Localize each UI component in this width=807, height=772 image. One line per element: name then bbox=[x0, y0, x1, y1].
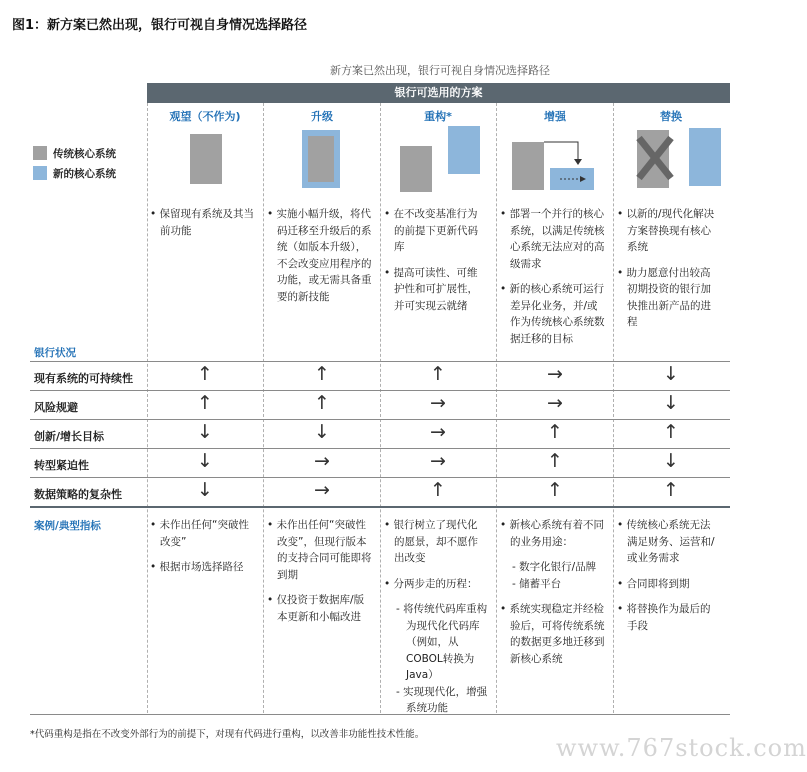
trend-arrow: ↑ bbox=[197, 392, 213, 414]
case-bullet: • 将替换作为最后的手段 bbox=[617, 601, 721, 634]
new-system-swatch bbox=[33, 166, 47, 180]
case-list-watch bbox=[150, 517, 256, 585]
option-description-replace bbox=[617, 206, 721, 340]
trend-arrow: ↓ bbox=[197, 479, 213, 501]
new-system-block bbox=[448, 126, 480, 174]
legacy-only-icon bbox=[190, 134, 222, 184]
option-description-enhance bbox=[500, 206, 605, 356]
case-bullet: • 根据市场选择路径 bbox=[150, 559, 256, 576]
trend-arrow: ↑ bbox=[547, 450, 563, 472]
trend-arrow: ↑ bbox=[314, 392, 330, 414]
arrow-connector bbox=[544, 142, 578, 160]
new-system-block bbox=[689, 128, 721, 186]
trend-arrow: → bbox=[430, 392, 446, 414]
description-bullet: • 在不改变基准行为的前提下更新代码库 bbox=[384, 206, 488, 256]
trend-arrow: ↓ bbox=[663, 450, 679, 472]
case-sub-bullet: - 实现现代化，增强系统功能 bbox=[384, 684, 488, 717]
factor-label: 创新/增长目标 bbox=[34, 430, 105, 443]
case-sub-bullet: - 数字化银行/品牌 bbox=[500, 559, 605, 576]
replace-icon bbox=[633, 126, 725, 190]
trend-arrow: → bbox=[314, 479, 330, 501]
trend-arrow: ↑ bbox=[197, 363, 213, 385]
description-bullet: • 提高可读性、可维护性和可扩展性，并可实现云就绪 bbox=[384, 265, 488, 315]
case-sub-bullet: - 将传统代码库重构为现代化代码库（例如，从COBOL转换为Java） bbox=[384, 601, 488, 684]
legacy-system-block bbox=[512, 142, 544, 190]
description-bullet: • 部署一个并行的核心系统，以满足传统核心系统无法应对的高级需求 bbox=[500, 206, 605, 272]
case-bullet: • 分两步走的历程： bbox=[384, 576, 488, 593]
description-bullet: • 实施小幅升级，将代码迁移至升级后的系统（如版本升级），不会改变应用程序的功能，或无需具备重要的新技能 bbox=[267, 206, 372, 305]
trend-arrow: ↓ bbox=[663, 392, 679, 414]
legacy-system-block bbox=[308, 136, 334, 182]
option-title-watch: 观望（不作为) bbox=[169, 110, 241, 123]
factor-label: 转型紧迫性 bbox=[34, 459, 89, 472]
row-divider bbox=[30, 477, 730, 478]
case-bullet: • 未作出任何“突破性改变”，但现行版本的支持合同可能即将到期 bbox=[267, 517, 372, 583]
trend-arrow: ↓ bbox=[663, 363, 679, 385]
option-description-refactor bbox=[384, 206, 488, 323]
case-bullet: • 未作出任何“突破性改变” bbox=[150, 517, 256, 550]
figure-subtitle: 新方案已然出现，银行可视自身情况选择路径 bbox=[330, 64, 550, 77]
upgrade-icon bbox=[302, 130, 340, 188]
watermark: www.767stock.com bbox=[556, 734, 807, 762]
trend-arrow: ↑ bbox=[430, 479, 446, 501]
refactor-icon bbox=[400, 126, 482, 192]
case-list-refactor bbox=[384, 517, 488, 726]
row-divider bbox=[30, 390, 730, 391]
row-divider bbox=[30, 448, 730, 449]
option-title-enhance: 增强 bbox=[544, 110, 566, 123]
case-bullet: • 系统实现稳定并经检验后，可将传统系统的数据更多地迁移到新核心系统 bbox=[500, 601, 605, 667]
case-bullet: • 合同即将到期 bbox=[617, 576, 721, 593]
case-list-enhance bbox=[500, 517, 605, 676]
case-bullet: • 仅投资于数据库/版本更新和小幅改进 bbox=[267, 592, 372, 625]
description-bullet: • 助力愿意付出较高初期投资的银行加快推出新产品的进程 bbox=[617, 265, 721, 331]
section-divider bbox=[30, 506, 730, 508]
case-bullet: • 新核心系统有着不同的业务用途： bbox=[500, 517, 605, 550]
row-divider bbox=[30, 419, 730, 420]
option-description-upgrade bbox=[267, 206, 372, 314]
row-divider bbox=[30, 361, 730, 362]
trend-arrow: ↓ bbox=[197, 421, 213, 443]
trend-arrow: → bbox=[547, 363, 563, 385]
factor-label: 风险规避 bbox=[34, 401, 78, 414]
option-title-refactor: 重构* bbox=[424, 110, 452, 123]
case-list-upgrade bbox=[267, 517, 372, 634]
factor-label: 数据策略的复杂性 bbox=[34, 488, 122, 501]
trend-arrow: → bbox=[430, 450, 446, 472]
cases-label: 案例/典型指标 bbox=[34, 520, 101, 532]
case-bullet: • 银行树立了现代化的愿景，却不愿作出改变 bbox=[384, 517, 488, 567]
case-sub-bullet: - 储蓄平台 bbox=[500, 576, 605, 593]
option-description-watch bbox=[150, 206, 256, 248]
trend-arrow: ↑ bbox=[663, 479, 679, 501]
trend-arrow: ↑ bbox=[430, 363, 446, 385]
footnote: *代码重构是指在不改变外部行为的前提下，对现有代码进行重构，以改善非功能性技术性能。 bbox=[30, 729, 425, 740]
description-bullet: • 保留现有系统及其当前功能 bbox=[150, 206, 256, 239]
trend-arrow: ↓ bbox=[314, 421, 330, 443]
trend-arrow: ↑ bbox=[314, 363, 330, 385]
enhance-icon bbox=[510, 130, 600, 192]
options-header-bar: 银行可选用的方案 bbox=[147, 83, 730, 103]
legend-new-label: 新的核心系统 bbox=[53, 168, 116, 180]
trend-arrow: ↓ bbox=[197, 450, 213, 472]
trend-arrow: ↑ bbox=[663, 421, 679, 443]
bank-status-label: 银行状况 bbox=[34, 347, 76, 359]
case-list-replace bbox=[617, 517, 721, 643]
trend-arrow: ↑ bbox=[547, 479, 563, 501]
description-bullet: • 新的核心系统可运行差异化业务，并/或作为传统核心系统数据迁移的目标 bbox=[500, 281, 605, 347]
trend-arrow: → bbox=[547, 392, 563, 414]
option-title-upgrade: 升级 bbox=[311, 110, 333, 123]
case-bullet: • 传统核心系统无法满足财务、运营和/或业务需求 bbox=[617, 517, 721, 567]
arrow-head bbox=[574, 159, 582, 165]
trend-arrow: → bbox=[314, 450, 330, 472]
trend-arrow: → bbox=[430, 421, 446, 443]
bottom-divider bbox=[30, 714, 730, 715]
option-title-replace: 替换 bbox=[660, 110, 682, 123]
legend-legacy-label: 传统核心系统 bbox=[53, 148, 116, 160]
legacy-system-block bbox=[400, 146, 432, 192]
trend-arrow: ↑ bbox=[547, 421, 563, 443]
factor-label: 现有系统的可持续性 bbox=[34, 372, 133, 385]
legacy-system-swatch bbox=[33, 146, 47, 160]
figure-title: 图1：新方案已然出现，银行可视自身情况选择路径 bbox=[12, 18, 308, 33]
description-bullet: • 以新的/现代化解决方案替换现有核心系统 bbox=[617, 206, 721, 256]
